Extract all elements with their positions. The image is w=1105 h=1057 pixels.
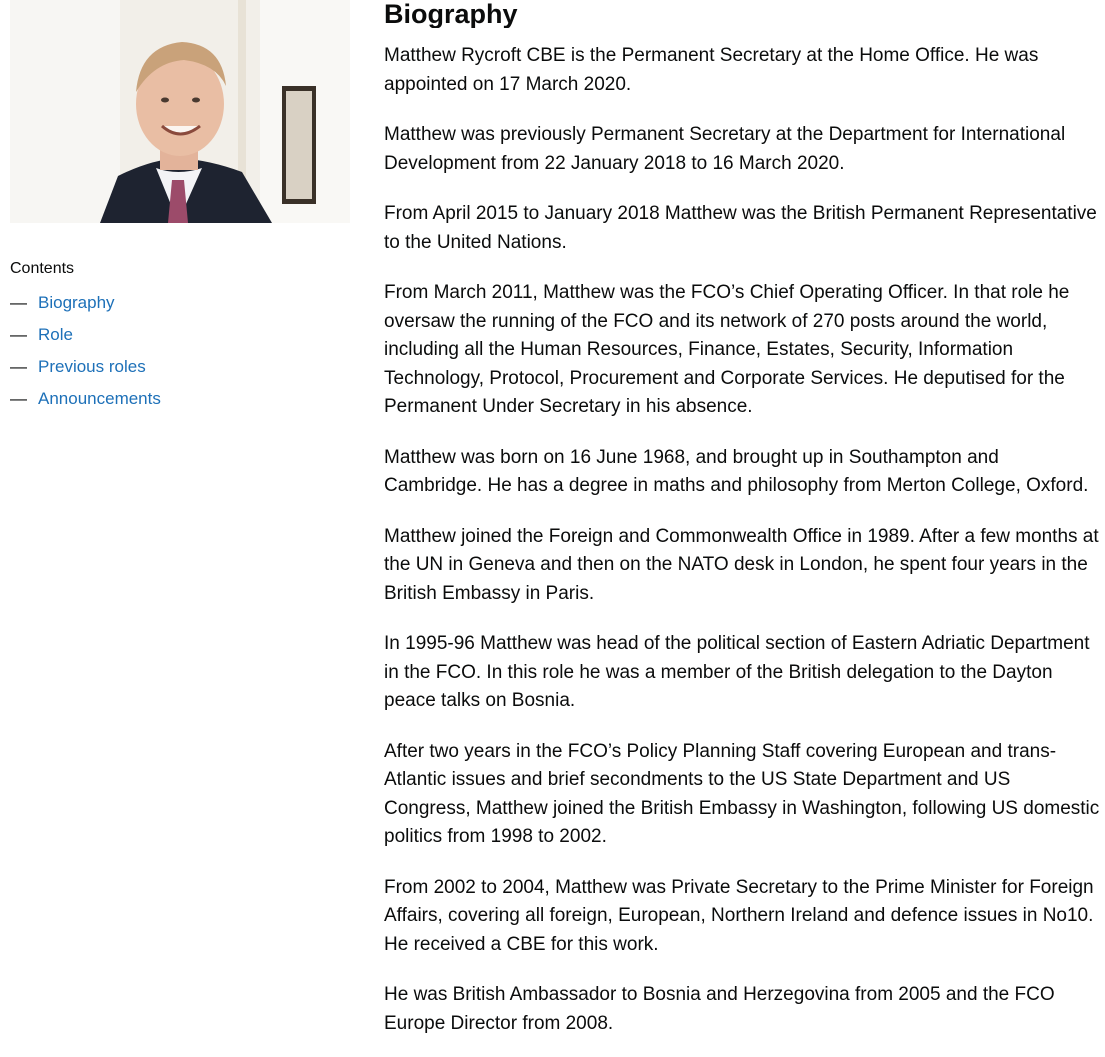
dash-marker: —: [10, 325, 27, 344]
contents-item-announcements: [10, 383, 350, 415]
biography-body: [384, 42, 1100, 1038]
biography-paragraph: From April 2015 to January 2018 Matthew was the British Permanent Representative to the United Nations.: [384, 203, 1097, 253]
contents-item-biography: [10, 287, 350, 319]
biography-paragraph: Matthew was previously Permanent Secretary at the Department for International Development from 22 January 2018 to 16 March 2020.: [384, 124, 1066, 174]
biography-paragraph: Matthew Rycroft CBE is the Permanent Secretary at the Home Office. He was appointed on 17 March 2020.: [384, 45, 1039, 95]
sidebar: [10, 0, 350, 415]
biography-paragraph: After two years in the FCO’s Policy Planning Staff covering European and trans-Atlantic issues and brief secondments to the US State Department and US Congress, Matthew joined the British Embassy in Washington, following US domestic politics from 1998 to 2002.: [384, 740, 1100, 847]
biography-paragraph: From March 2011, Matthew was the FCO’s Chief Operating Officer. In that role he oversaw the running of the FCO and its network of 270 posts around the world, including all the Human Resources, Finance, Estates, Security, Information Technology, Protocol, Procurement and Corporate Services. He deputised for the Permanent Under Secretary in his absence.: [384, 282, 1070, 417]
dash-marker: —: [10, 389, 27, 408]
contents-nav: [10, 259, 350, 415]
contents-title: Contents: [10, 260, 75, 277]
contents-link-previous-roles[interactable]: Previous roles: [38, 357, 146, 376]
biography-paragraph: He was British Ambassador to Bosnia and Herzegovina from 2005 and the FCO Europe Director from 2008.: [384, 984, 1055, 1034]
biography-paragraph: From 2002 to 2004, Matthew was Private Secretary to the Prime Minister for Foreign Affairs, covering all foreign, European, Northern Ireland and defence issues in No10. He received a CBE for this work.: [384, 876, 1094, 955]
biography-heading: Biography: [384, 0, 518, 28]
main-content: [384, 0, 1100, 1057]
contents-list: [10, 287, 350, 415]
dash-marker: —: [10, 357, 27, 376]
biography-paragraph: Matthew joined the Foreign and Commonwealth Office in 1989. After a few months at the UN in Geneva and then on the NATO desk in London, he spent four years in the British Embassy in Paris.: [384, 525, 1099, 604]
dash-marker: —: [10, 293, 27, 312]
contents-item-previous-roles: [10, 351, 350, 383]
contents-link-role[interactable]: Role: [38, 325, 73, 344]
contents-link-biography[interactable]: Biography: [38, 293, 115, 312]
contents-link-announcements[interactable]: Announcements: [38, 389, 161, 408]
biography-paragraph: In 1995-96 Matthew was head of the political section of Eastern Adriatic Department in the FCO. In this role he was a member of the British delegation to the Dayton peace talks on Bosnia.: [384, 633, 1090, 711]
portrait-photo: [10, 0, 350, 223]
biography-paragraph: Matthew was born on 16 June 1968, and brought up in Southampton and Cambridge. He has a degree in maths and philosophy from Merton College, Oxford.: [384, 446, 1089, 496]
contents-item-role: [10, 319, 350, 351]
